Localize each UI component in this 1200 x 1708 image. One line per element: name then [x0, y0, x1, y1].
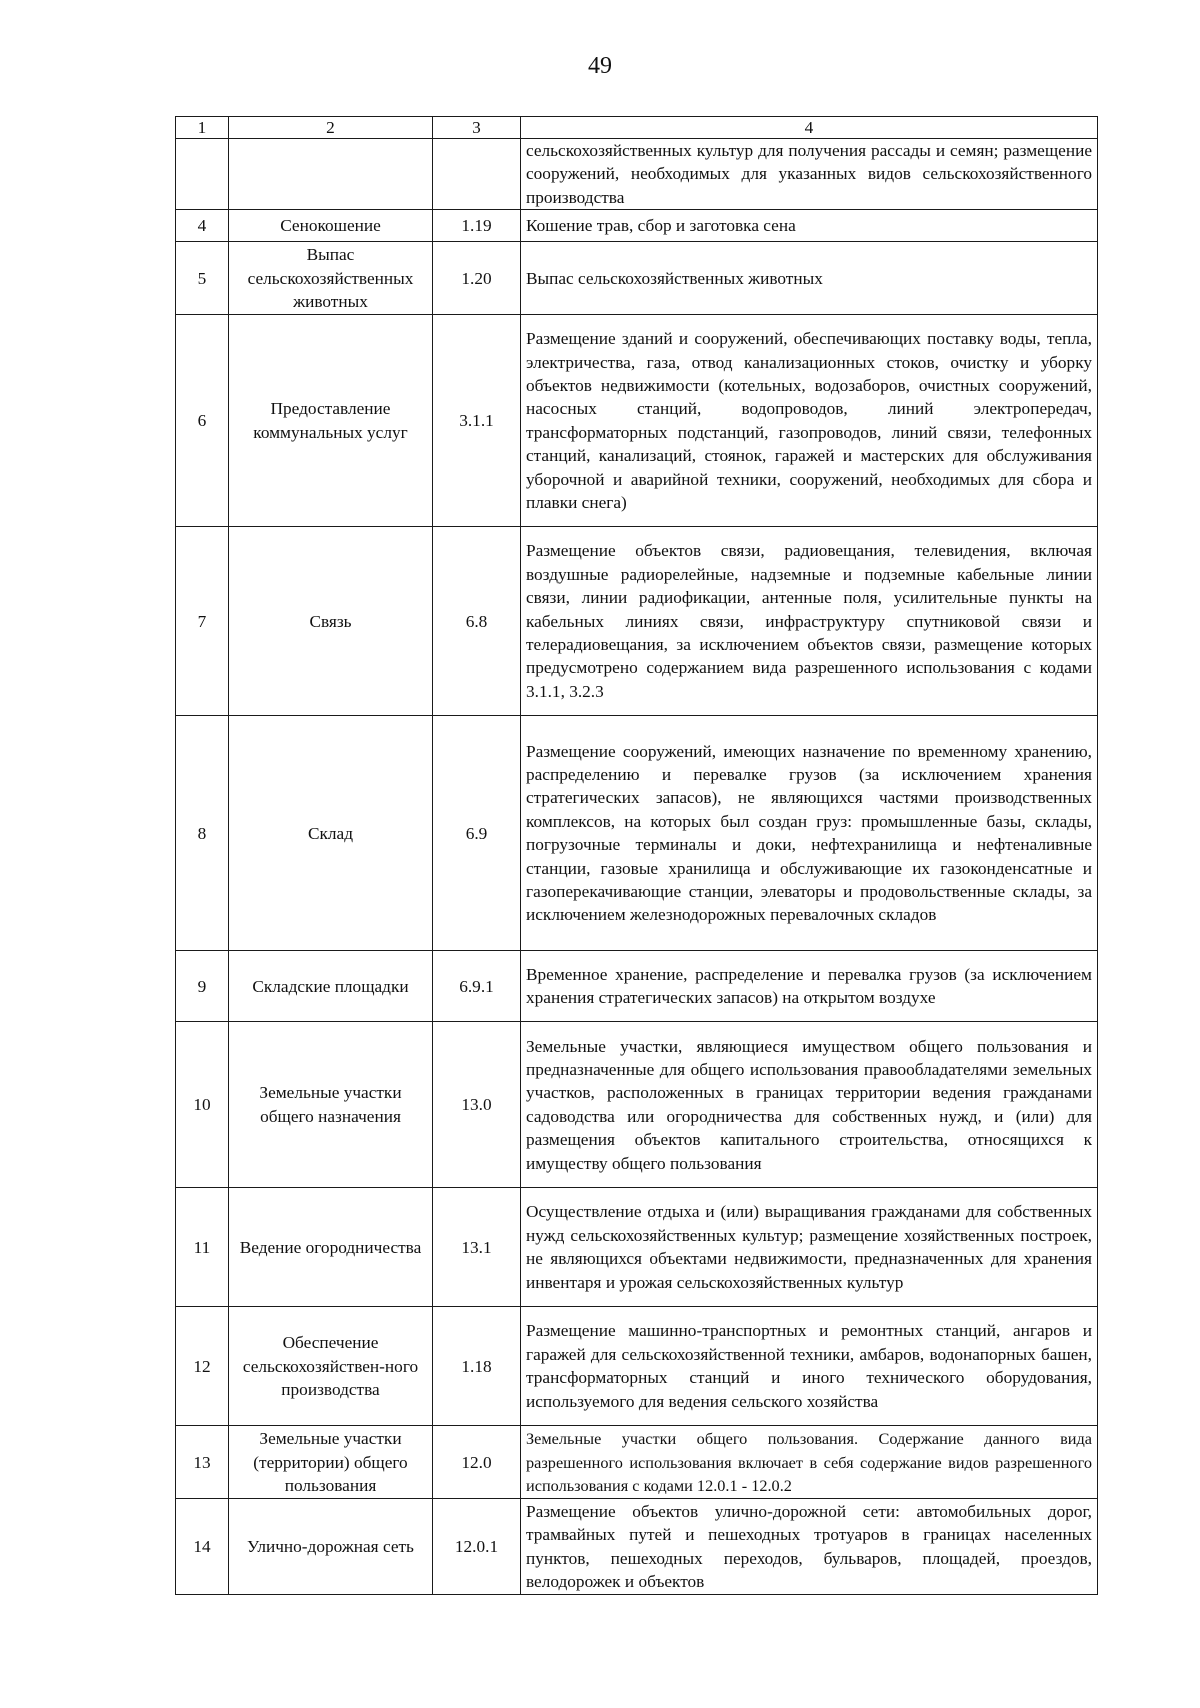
- land-use-description: Временное хранение, распределение и перевалка грузов (за исключением хранения стратегических запасов) на открытом воздухе: [521, 951, 1098, 1022]
- land-use-code: 13.0: [433, 1022, 521, 1188]
- land-use-table: [175, 116, 1098, 1595]
- land-use-code: 1.20: [433, 242, 521, 315]
- row-number: 13: [176, 1426, 229, 1499]
- land-use-description: Кошение трав, сбор и заготовка сена: [521, 210, 1098, 242]
- row-number: 8: [176, 716, 229, 951]
- land-use-code: [433, 139, 521, 210]
- land-use-type: Предоставление коммунальных услуг: [229, 315, 433, 527]
- table-row: [176, 1307, 1098, 1426]
- table-row: [176, 139, 1098, 210]
- column-header-1: 1: [176, 117, 229, 139]
- land-use-description: Осуществление отдыха и (или) выращивания гражданами для собственных нужд сельскохозяйственных культур; размещение хозяйственных построек, не являющихся объектами недвижимости, предназначенных для хранения инвентаря и урожая сельскохозяйственных культур: [521, 1188, 1098, 1307]
- land-use-code: 6.9.1: [433, 951, 521, 1022]
- land-use-type: Связь: [229, 527, 433, 716]
- table-row: [176, 716, 1098, 951]
- table-row: [176, 1022, 1098, 1188]
- row-number: 6: [176, 315, 229, 527]
- land-use-description: Размещение сооружений, имеющих назначение по временному хранению, распределению и перевалке грузов (за исключением хранения стратегических запасов), не являющихся частями производственных комплексов, на которых был создан груз: промышленные базы, склады, погрузочные терминалы и доки, нефтехранилища и нефтеналивные станции, газовые хранилища и обслуживающие их газоконденсатные и газоперекачивающие станции, элеваторы и продовольственные склады, за исключением железнодорожных перевалочных складов: [521, 716, 1098, 951]
- table-row: [176, 315, 1098, 527]
- land-use-code: 12.0.1: [433, 1499, 521, 1595]
- column-header-4: 4: [521, 117, 1098, 139]
- row-number: 12: [176, 1307, 229, 1426]
- row-number: 4: [176, 210, 229, 242]
- column-number-header-row: [176, 117, 1098, 139]
- land-use-type: Сенокошение: [229, 210, 433, 242]
- land-use-description: Земельные участки, являющиеся имуществом общего пользования и предназначенные для общего использования правообладателями земельных участков, расположенных в границах территории ведения гражданами садоводства или огородничества для собственных нужд, и (или) для размещения объектов капитального строительства, относящихся к имуществу общего пользования: [521, 1022, 1098, 1188]
- land-use-type: Выпас сельскохозяйственных животных: [229, 242, 433, 315]
- table-row: [176, 1499, 1098, 1595]
- land-use-description: Размещение объектов связи, радиовещания, телевидения, включая воздушные радиорелейные, надземные и подземные кабельные линии связи, линии радиофикации, антенные поля, усилительные пункты на кабельных линиях связи, инфраструктуру спутниковой связи и телерадиовещания, за исключением объектов связи, размещение которых предусмотрено содержанием вида разрешенного использования с кодами 3.1.1, 3.2.3: [521, 527, 1098, 716]
- land-use-description: Выпас сельскохозяйственных животных: [521, 242, 1098, 315]
- row-number: 14: [176, 1499, 229, 1595]
- row-number: 11: [176, 1188, 229, 1307]
- table-row: [176, 951, 1098, 1022]
- land-use-type: Ведение огородничества: [229, 1188, 433, 1307]
- land-use-type: Улично-дорожная сеть: [229, 1499, 433, 1595]
- land-use-code: 6.9: [433, 716, 521, 951]
- land-use-code: 6.8: [433, 527, 521, 716]
- land-use-code: 3.1.1: [433, 315, 521, 527]
- table-row: [176, 1188, 1098, 1307]
- land-use-description: Размещение объектов улично-дорожной сети: автомобильных дорог, трамвайных путей и пешеходных тротуаров в границах населенных пунктов, пешеходных переходов, бульваров, площадей, проездов, велодорожек и объектов: [521, 1499, 1098, 1595]
- land-use-code: 13.1: [433, 1188, 521, 1307]
- land-use-type: Земельные участки (территории) общего пользования: [229, 1426, 433, 1499]
- table-row: [176, 210, 1098, 242]
- row-number: 7: [176, 527, 229, 716]
- land-use-type: Складские площадки: [229, 951, 433, 1022]
- row-number: [176, 139, 229, 210]
- land-use-code: 12.0: [433, 1426, 521, 1499]
- table-row: [176, 1426, 1098, 1499]
- page-number: 49: [588, 53, 612, 79]
- land-use-description: сельскохозяйственных культур для получения рассады и семян; размещение сооружений, необходимых для указанных видов сельскохозяйственного производства: [521, 139, 1098, 210]
- table-row: [176, 527, 1098, 716]
- land-use-code: 1.18: [433, 1307, 521, 1426]
- land-use-type: [229, 139, 433, 210]
- land-use-description: Размещение машинно-транспортных и ремонтных станций, ангаров и гаражей для сельскохозяйственной техники, амбаров, водонапорных башен, трансформаторных станций и иного технического оборудования, используемого для ведения сельского хозяйства: [521, 1307, 1098, 1426]
- land-use-type: Земельные участки общего назначения: [229, 1022, 433, 1188]
- land-use-description: Земельные участки общего пользования. Содержание данного вида разрешенного использования включает в себя содержание видов разрешенного использования с кодами 12.0.1 - 12.0.2: [521, 1426, 1098, 1499]
- row-number: 9: [176, 951, 229, 1022]
- land-use-code: 1.19: [433, 210, 521, 242]
- table-row: [176, 242, 1098, 315]
- column-header-3: 3: [433, 117, 521, 139]
- row-number: 5: [176, 242, 229, 315]
- land-use-type: Склад: [229, 716, 433, 951]
- land-use-type: Обеспечение сельскохозяйствен-ного производства: [229, 1307, 433, 1426]
- column-header-2: 2: [229, 117, 433, 139]
- land-use-description: Размещение зданий и сооружений, обеспечивающих поставку воды, тепла, электричества, газа, отвод канализационных стоков, очистку и уборку объектов недвижимости (котельных, водозаборов, очистных сооружений, насосных станций, водопроводов, линий электропередач, трансформаторных подстанций, газопроводов, линий связи, телефонных станций, канализаций, стоянок, гаражей и мастерских для обслуживания уборочной и аварийной техники, сооружений, необходимых для сбора и плавки снега): [521, 315, 1098, 527]
- row-number: 10: [176, 1022, 229, 1188]
